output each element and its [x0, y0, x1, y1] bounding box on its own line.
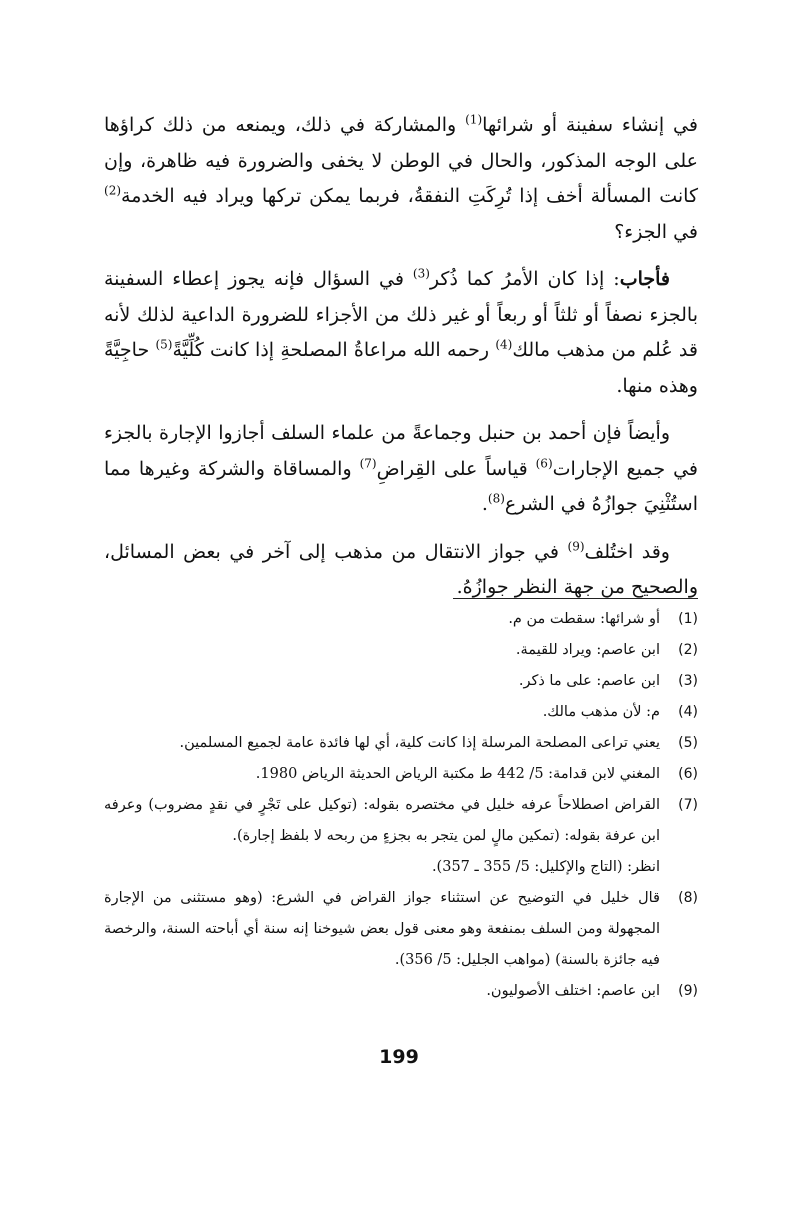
footnote-7: [104, 790, 698, 852]
paragraph-4: [104, 535, 698, 606]
footnote-6: [104, 759, 698, 790]
text-run: في الجزء؟: [614, 220, 698, 243]
text-run: .: [481, 493, 488, 515]
footnote-ref: (3): [412, 266, 430, 281]
footnote-number: (1): [678, 611, 698, 627]
footnote-text: المغني لابن قدامة: 5/ 442 ط مكتبة الرياض الحديثة الرياض 1980.: [255, 766, 660, 782]
footnote-text: أو شرائها: سقطت من م.: [508, 611, 660, 627]
text-run: والمشاركة في ذلك، ويمنعه من ذلك كراؤها على الوجه المذكور، والحال في الوطن لا يخفى والضرورة فيه ظاهرة، وإن كانت المسألة أخف إذا تُرِكَتِ النفقةُ، فربما يمكن تركها ويراد فيه الخدمة: [104, 114, 698, 207]
footnote-2: [104, 635, 698, 666]
footnote-ref: (8): [487, 491, 505, 506]
text-run: والمساقاة والشركة وغيرها مما استُثْنِيَ جوازُهُ في الشرع: [104, 457, 698, 515]
text-run: : إذا كان الأمرُ كما ذُكر: [429, 268, 620, 290]
footnote-text: م: لأن مذهب مالك.: [542, 704, 660, 720]
footnote-text: ابن عاصم: ويراد للقيمة.: [515, 642, 660, 658]
footnote-9: [104, 976, 698, 1007]
text-run: رحمه الله مراعاةُ المصلحةِ إذا كانت كُلِّيَّةً: [172, 339, 496, 361]
footnote-text: ابن عاصم: اختلف الأصوليون.: [486, 983, 660, 999]
footnote-ref: (6): [535, 456, 553, 471]
footnote-text: يعني تراعى المصلحة المرسلة إذا كانت كلية، أي لها فائدة عامة لجميع المسلمين.: [179, 735, 660, 751]
footnote-number: (2): [678, 642, 698, 658]
footnote-4: [104, 697, 698, 728]
footnote-7-continuation: انظر: (التاج والإكليل: 5/ 355 ـ 357).: [431, 859, 660, 875]
answer-lead: فأجاب: [619, 268, 670, 290]
paragraph-1: [104, 108, 698, 250]
footnote-ref: (1): [465, 112, 483, 127]
footnote-text: قال خليل في التوضيح عن استثناء جواز القراض في الشرع: (وهو مستثنى من الإجارة المجهولة ومن السلف بمنفعة وهو معنى قول بعض شيوخنا إنه سنة أي أباحته السنة، والرخصة فيه جائزة بالسنة) (مواهب الجليل: 5/ 356).: [104, 890, 660, 968]
footnote-ref: (5): [155, 337, 173, 352]
footnote-5: [104, 728, 698, 759]
footnotes: [104, 604, 698, 1007]
footnote-number: (3): [678, 673, 698, 689]
footnote-number: (9): [678, 983, 698, 999]
text-run: وقد اختُلف: [584, 540, 670, 563]
footnote-text: ابن عاصم: على ما ذكر.: [518, 673, 660, 689]
paragraph-3: [104, 416, 698, 523]
footnote-divider: [453, 598, 698, 599]
text-run: وأيضاً فإن أحمد بن حنبل وجماعةً من علماء السلف أجازوا الإجارة بالجزء في جميع الإجارات: [104, 422, 698, 480]
footnote-number: (4): [678, 704, 698, 720]
footnote-number: (6): [678, 766, 698, 782]
footnote-number: (8): [678, 890, 698, 906]
footnote-ref: (4): [495, 337, 513, 352]
footnote-number: (7): [678, 797, 698, 813]
text-run: قياساً على القِراضِ: [376, 457, 536, 480]
text-run: حاجِيَّةً وهذه منها.: [104, 339, 698, 397]
paragraph-2: [104, 262, 698, 404]
footnote-3: [104, 666, 698, 697]
text-run: في جواز الانتقال من مذهب إلى آخر في بعض المسائل، والصحيح من جهة النظر جوازُهُ.: [104, 540, 698, 598]
footnote-8: [104, 883, 698, 976]
footnote-ref: (9): [567, 539, 585, 554]
page-number: 199: [379, 1046, 419, 1068]
text-run: في السؤال فإنه يجوز إعطاء السفينة بالجزء نصفاً أو ثلثاً أو ربعاً أو غير ذلك من الأجزاء للضرورة الداعية لذلك لأنه قد عُلم من مذهب مالك: [104, 268, 698, 361]
footnote-number: (5): [678, 735, 698, 751]
footnote-ref: (2): [104, 183, 122, 198]
main-text: [104, 108, 698, 618]
text-run: في إنشاء سفينة أو شرائها: [482, 114, 698, 136]
footnote-ref: (7): [359, 456, 377, 471]
footnote-text: القراض اصطلاحاً عرفه خليل في مختصره بقوله: (توكيل على تَجْرٍ في نقدٍ مضروب) وعرفه ابن عرفة بقوله: (تمكين مالٍ لمن يتجر به بجزءٍ من ربحه لا بلفظ إجارة).: [104, 797, 660, 844]
footnote-1: [104, 604, 698, 635]
